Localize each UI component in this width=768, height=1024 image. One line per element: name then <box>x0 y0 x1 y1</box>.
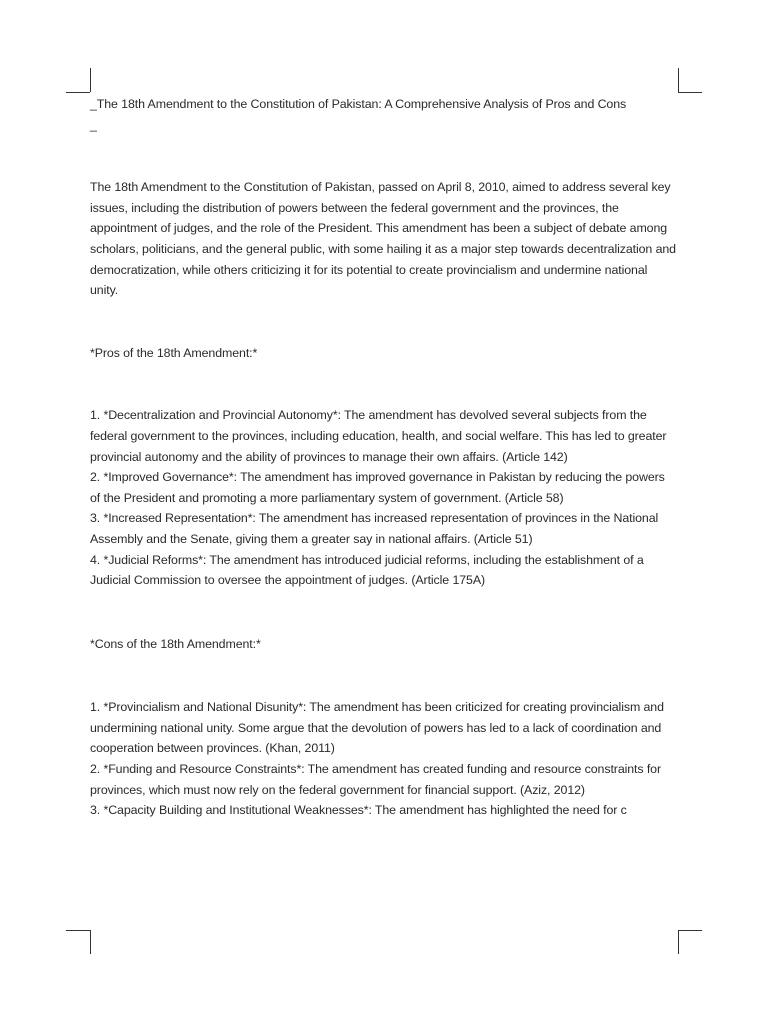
pros-list <box>90 405 678 590</box>
intro-paragraph: The 18th Amendment to the Constitution of Pakistan, passed on April 8, 2010, aimed to address several key issues, including the distribution of powers between the federal government and the provinces, the appointment of judges, and the role of the President. This amendment has been a subject of debate among scholars, politicians, and the general public, with some hailing it as a major step towards decentralization and democratization, while others criticizing it for its potential to create provincialism and undermine national unity. <box>90 180 676 298</box>
pros-item-1: 1. *Decentralization and Provincial Autonomy*: The amendment has devolved several subjects from the federal government to the provinces, including education, health, and social welfare. This has led to greater provincial autonomy and the ability of provinces to manage their own affairs. (Article 142) <box>90 408 667 464</box>
pros-item-4: 4. *Judicial Reforms*: The amendment has introduced judicial reforms, including the establishment of a Judicial Commission to oversee the appointment of judges. (Article 175A) <box>90 552 644 588</box>
pros-item-3: 3. *Increased Representation*: The amendment has increased representation of provinces in the National Assembly and the Senate, giving them a greater say in national affairs. (Article 51) <box>90 511 659 546</box>
pros-heading: *Pros of the 18th Amendment:* <box>90 345 258 360</box>
document-body <box>90 94 678 821</box>
cons-item-2: 2. *Funding and Resource Constraints*: The amendment has created funding and resource constraints for provinces, which must now rely on the federal government for financial support. (Aziz, 2012) <box>90 762 661 797</box>
cons-list <box>90 697 678 821</box>
document-title: _The 18th Amendment to the Constitution of Pakistan: A Comprehensive Analysis of Pros and Cons <box>90 97 627 111</box>
cons-heading: *Cons of the 18th Amendment:* <box>90 636 261 651</box>
cons-item-1: 1. *Provincialism and National Disunity*: The amendment has been criticized for creating provincialism and undermining national unity. Some argue that the devolution of powers has led to a lack of coordination and cooperation between provinces. (Khan, 2011) <box>90 700 664 756</box>
pros-item-2: 2. *Improved Governance*: The amendment has improved governance in Pakistan by reducing the powers of the President and promoting a more parliamentary system of government. (Article 58) <box>90 470 665 505</box>
cons-item-3: 3. *Capacity Building and Institutional Weaknesses*: The amendment has highlighted the need for c <box>90 803 627 818</box>
title-trailing-underscore: _ <box>90 117 97 132</box>
